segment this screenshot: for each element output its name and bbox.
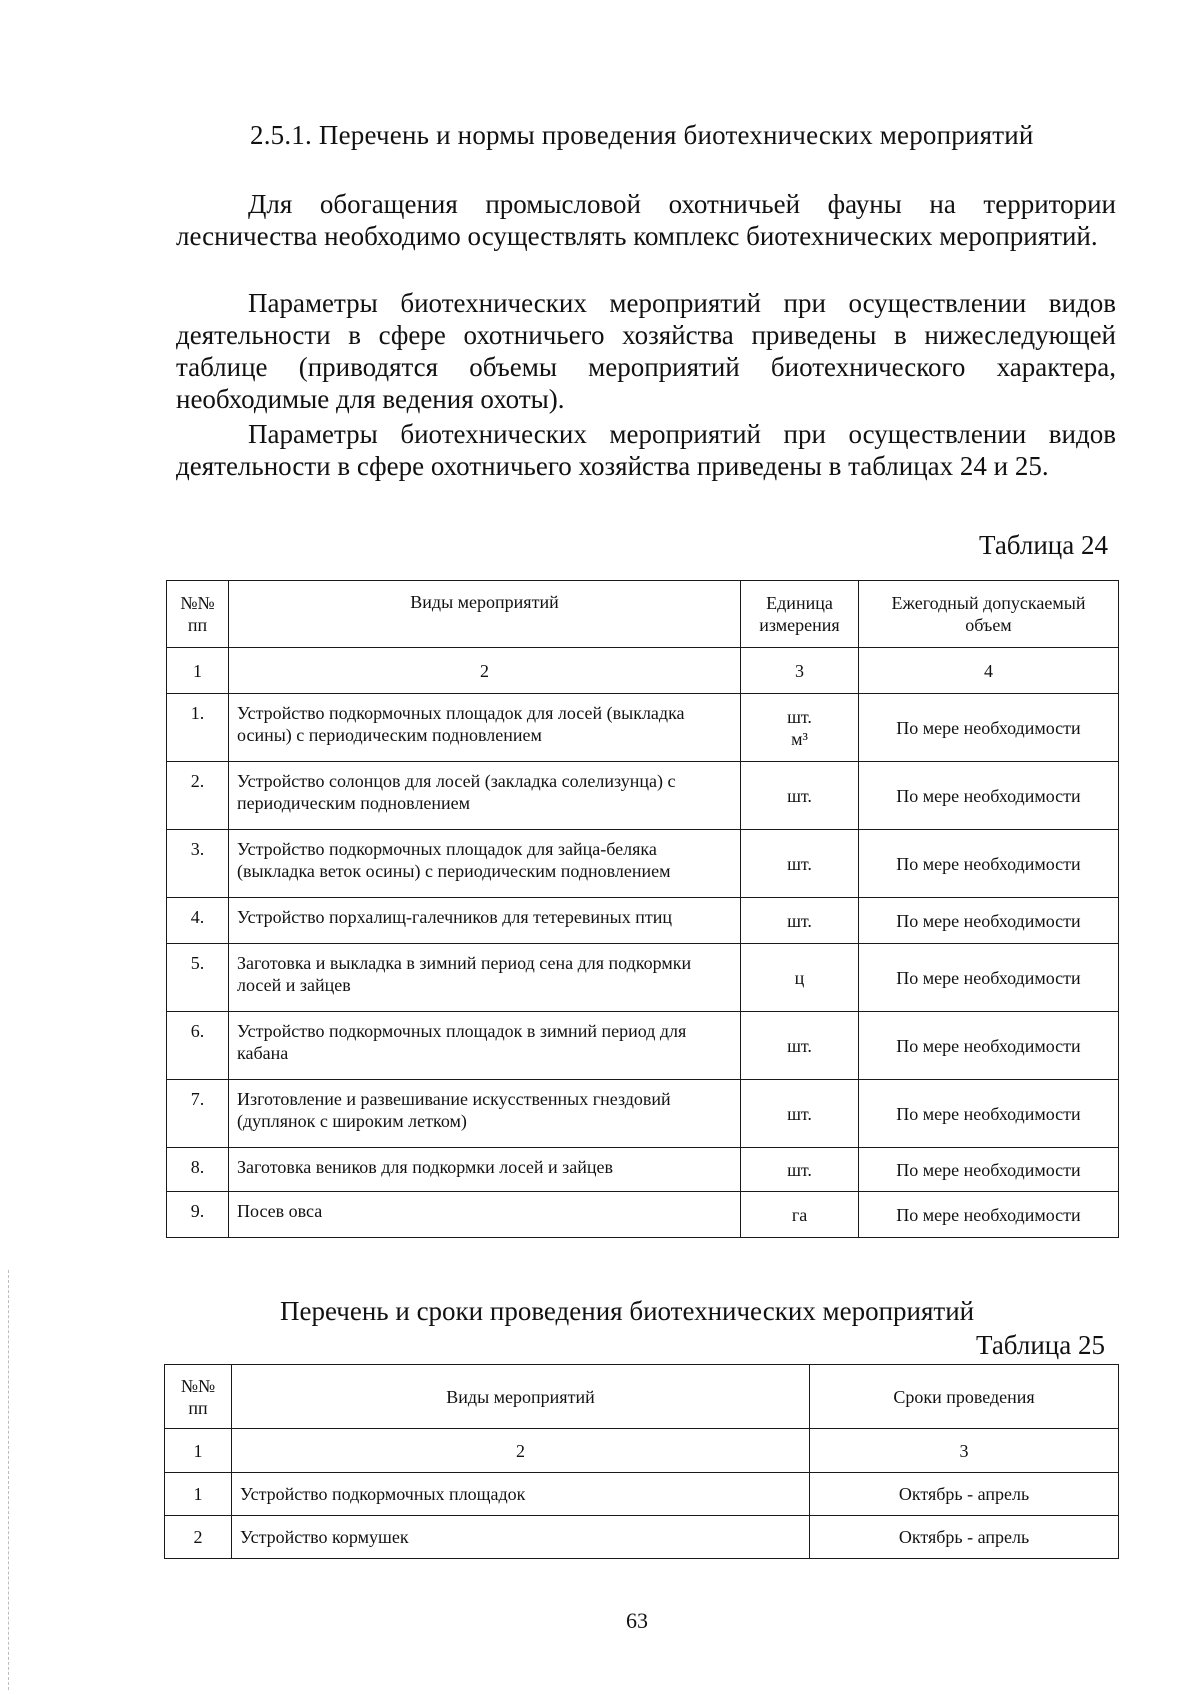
col-number: 3 xyxy=(810,1429,1119,1473)
table-24-caption: Таблица 24 xyxy=(979,530,1108,560)
col-number: 1 xyxy=(165,1429,232,1473)
table-row xyxy=(167,1012,1119,1080)
row-name: Устройство подкормочных площадок для зайца-беляка (выкладка веток осины) с периодическим подновлением xyxy=(229,830,741,898)
row-name: Устройство подкормочных площадок xyxy=(232,1473,810,1516)
row-name: Устройство порхалищ-галечников для тетеревиных птиц xyxy=(229,898,741,944)
table-24 xyxy=(166,580,1119,1238)
table-25-header-row xyxy=(165,1365,1119,1429)
table-row xyxy=(167,1148,1119,1192)
header-name: Виды мероприятий xyxy=(232,1365,810,1429)
row-volume: По мере необходимости xyxy=(859,898,1119,944)
row-num: 2. xyxy=(167,762,229,830)
table-25-column-numbers xyxy=(165,1429,1119,1473)
col-number: 3 xyxy=(741,648,859,694)
row-period: Октябрь - апрель xyxy=(810,1516,1119,1559)
row-unit: шт. xyxy=(741,1080,859,1148)
row-num: 2 xyxy=(165,1516,232,1559)
row-unit: ц xyxy=(741,944,859,1012)
table-row xyxy=(167,830,1119,898)
table-row xyxy=(167,1080,1119,1148)
paragraph-2: Параметры биотехнических мероприятий при осуществлении видов деятельности в сфере охотничьего хозяйства приведены в нижеследующей таблице (приводятся объемы мероприятий биотехнического характера, необходимые для ведения охоты). xyxy=(176,288,1116,414)
row-name: Устройство подкормочных площадок в зимний период для кабана xyxy=(229,1012,741,1080)
table-row xyxy=(167,1192,1119,1238)
row-unit xyxy=(741,694,859,762)
row-period: Октябрь - апрель xyxy=(810,1473,1119,1516)
row-name: Заготовка и выкладка в зимний период сена для подкормки лосей и зайцев xyxy=(229,944,741,1012)
row-volume: По мере необходимости xyxy=(859,762,1119,830)
page-number: 63 xyxy=(626,1608,648,1633)
section-heading: 2.5.1. Перечень и нормы проведения биотехнических мероприятий xyxy=(250,120,1034,150)
row-name: Заготовка веников для подкормки лосей и зайцев xyxy=(229,1148,741,1192)
paragraph-1: Для обогащения промысловой охотничьей фауны на территории лесничества необходимо осуществлять комплекс биотехнических мероприятий. xyxy=(176,189,1116,251)
table-row xyxy=(167,762,1119,830)
row-name: Устройство кормушек xyxy=(232,1516,810,1559)
table-25 xyxy=(164,1364,1119,1559)
row-name: Посев овса xyxy=(229,1192,741,1238)
table-row xyxy=(167,944,1119,1012)
table-row xyxy=(165,1516,1119,1559)
row-volume: По мере необходимости xyxy=(859,1080,1119,1148)
row-unit: га xyxy=(741,1192,859,1238)
row-name: Устройство солонцов для лосей (закладка солелизунца) с периодическим подновлением xyxy=(229,762,741,830)
row-volume: По мере необходимости xyxy=(859,1192,1119,1238)
table-row xyxy=(165,1473,1119,1516)
row-unit: шт. xyxy=(741,830,859,898)
row-num: 1. xyxy=(167,694,229,762)
row-num: 3. xyxy=(167,830,229,898)
row-volume: По мере необходимости xyxy=(859,1012,1119,1080)
row-num: 9. xyxy=(167,1192,229,1238)
row-unit: шт. xyxy=(741,1148,859,1192)
table-row xyxy=(167,694,1119,762)
row-num: 5. xyxy=(167,944,229,1012)
row-num: 4. xyxy=(167,898,229,944)
header-volume: Ежегодный допускаемый объем xyxy=(859,581,1119,648)
row-unit: шт. xyxy=(741,762,859,830)
table-25-caption: Таблица 25 xyxy=(976,1330,1105,1360)
header-period: Сроки проведения xyxy=(810,1365,1119,1429)
row-volume: По мере необходимости xyxy=(859,1148,1119,1192)
row-name: Изготовление и развешивание искусственных гнездовий (дуплянок с широким летком) xyxy=(229,1080,741,1148)
col-number: 2 xyxy=(232,1429,810,1473)
row-unit-line-1: шт. xyxy=(787,706,812,727)
scan-edge-mark xyxy=(8,1270,10,1690)
row-num: 6. xyxy=(167,1012,229,1080)
header-num: №№ пп xyxy=(167,581,229,648)
table-25-title: Перечень и сроки проведения биотехнических мероприятий xyxy=(280,1296,975,1326)
row-volume: По мере необходимости xyxy=(859,694,1119,762)
row-num: 7. xyxy=(167,1080,229,1148)
row-num: 1 xyxy=(165,1473,232,1516)
header-num: №№ пп xyxy=(165,1365,232,1429)
header-unit: Единица измерения xyxy=(741,581,859,648)
col-number: 4 xyxy=(859,648,1119,694)
table-24-header-row xyxy=(167,581,1119,648)
paragraph-3: Параметры биотехнических мероприятий при осуществлении видов деятельности в сфере охотничьего хозяйства приведены в таблицах 24 и 25. xyxy=(176,419,1116,481)
table-24-column-numbers xyxy=(167,648,1119,694)
col-number: 1 xyxy=(167,648,229,694)
row-volume: По мере необходимости xyxy=(859,944,1119,1012)
row-unit-line-2: м³ xyxy=(791,728,808,749)
row-unit: шт. xyxy=(741,1012,859,1080)
row-name: Устройство подкормочных площадок для лосей (выкладка осины) с периодическим подновлением xyxy=(229,694,741,762)
col-number: 2 xyxy=(229,648,741,694)
header-name: Виды мероприятий xyxy=(229,581,741,648)
row-volume: По мере необходимости xyxy=(859,830,1119,898)
row-unit: шт. xyxy=(741,898,859,944)
row-num: 8. xyxy=(167,1148,229,1192)
table-row xyxy=(167,898,1119,944)
